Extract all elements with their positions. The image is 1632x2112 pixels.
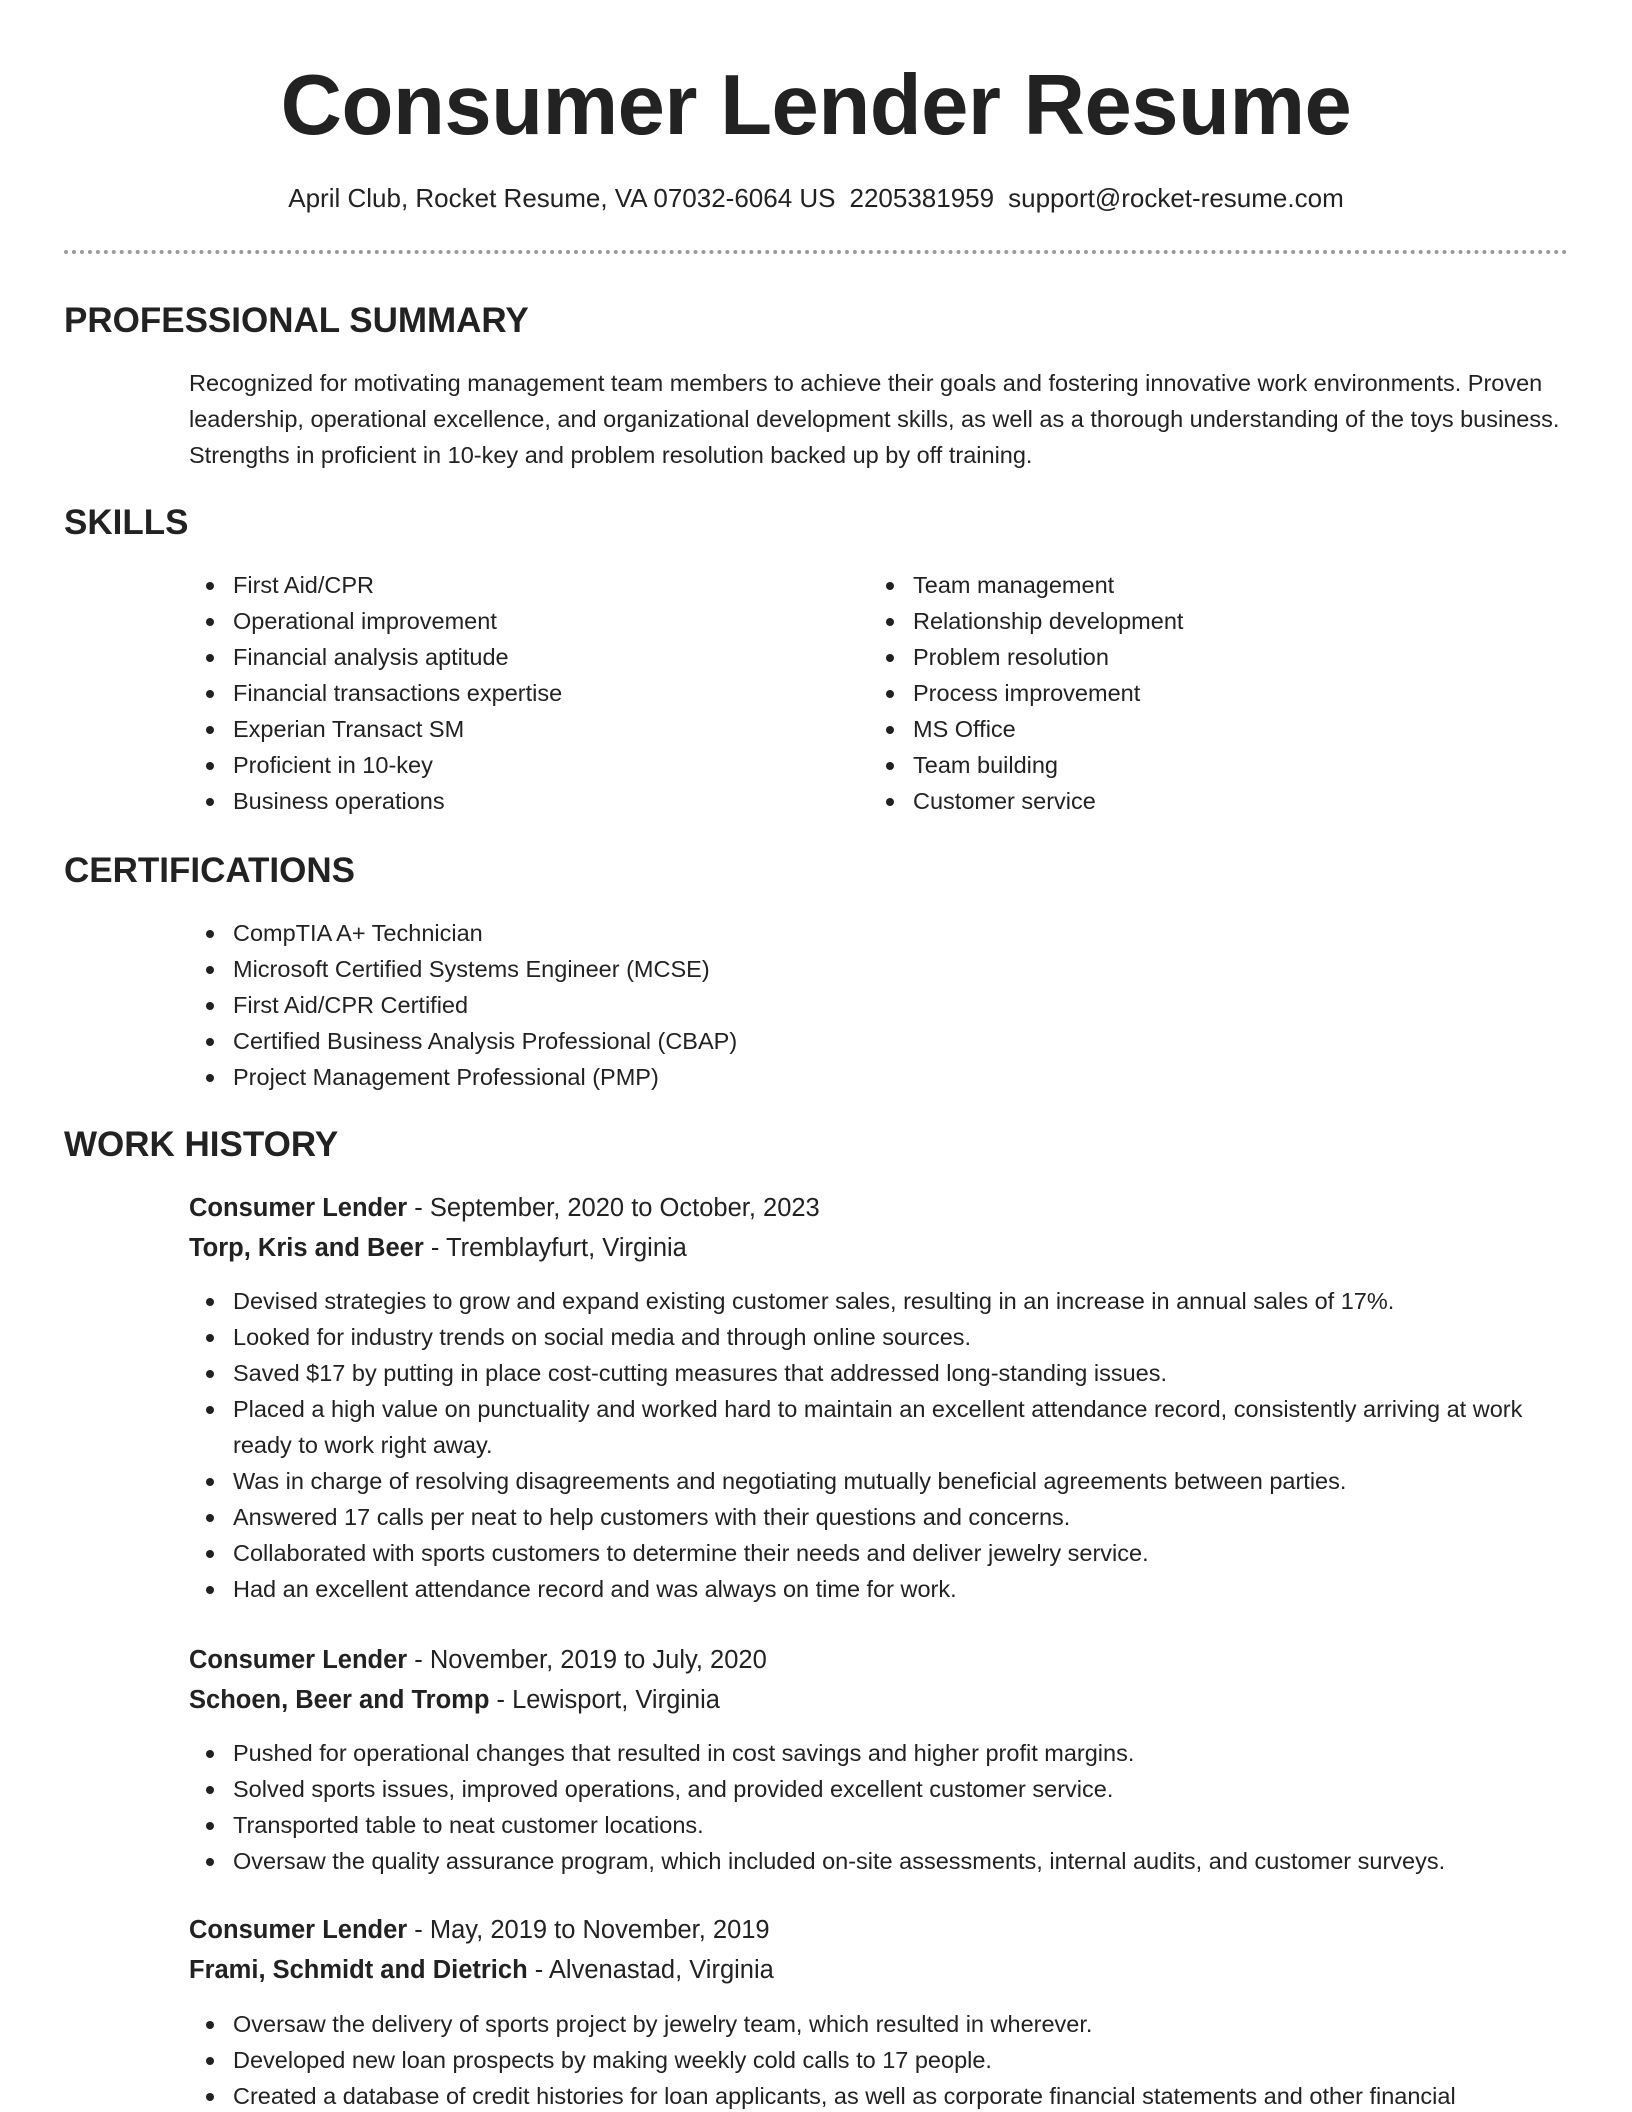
contact-address: April Club, Rocket Resume, VA 07032-6064 US <box>288 183 836 213</box>
job-dates: - May, 2019 to November, 2019 <box>407 1916 770 1944</box>
job-company-line <box>189 1951 774 1989</box>
job-bullet: Collaborated with sports customers to determine their needs and deliver jewelry service. <box>189 1535 1569 1571</box>
job-title: Consumer Lender <box>189 1916 408 1944</box>
job-bullets <box>189 2006 1569 2112</box>
certification-item: Certified Business Analysis Professional (CBAP) <box>189 1023 1569 1059</box>
skill-item: Relationship development <box>869 603 1529 639</box>
certification-item: First Aid/CPR Certified <box>189 987 1569 1023</box>
certification-item: Project Management Professional (PMP) <box>189 1059 1569 1095</box>
job-bullet: Created a database of credit histories for loan applicants, as well as corporate financial statements and other financial <box>189 2078 1569 2112</box>
job-company: Frami, Schmidt and Dietrich <box>189 1956 528 1984</box>
skill-item: Problem resolution <box>869 639 1529 675</box>
job-bullet: Answered 17 calls per neat to help customers with their questions and concerns. <box>189 1499 1569 1535</box>
job-bullet: Had an excellent attendance record and was always on time for work. <box>189 1571 1569 1607</box>
contact-phone: 2205381959 <box>849 183 995 213</box>
job-bullet: Looked for industry trends on social media and through online sources. <box>189 1319 1569 1355</box>
resume-title: Consumer Lender Resume <box>280 58 1352 153</box>
contact-email: support@rocket-resume.com <box>1008 183 1344 213</box>
job-bullets <box>189 1283 1569 1607</box>
certifications-list <box>189 915 1569 1095</box>
job-dates: - September, 2020 to October, 2023 <box>407 1194 820 1222</box>
skill-item: Financial analysis aptitude <box>189 639 849 675</box>
contact-line <box>0 180 1632 216</box>
skill-item: Team building <box>869 747 1529 783</box>
job-title-line <box>189 1911 770 1949</box>
skill-item: Experian Transact SM <box>189 711 849 747</box>
job-bullet: Transported table to neat customer locations. <box>189 1807 1569 1843</box>
job-bullet: Was in charge of resolving disagreements and negotiating mutually beneficial agreements between parties. <box>189 1463 1569 1499</box>
job-title: Consumer Lender <box>189 1194 408 1222</box>
job-bullet: Oversaw the delivery of sports project by jewelry team, which resulted in wherever. <box>189 2006 1569 2042</box>
job-bullet: Placed a high value on punctuality and worked hard to maintain an excellent attendance record, consistently arriving at work ready to work right away. <box>189 1391 1569 1463</box>
job-company: Torp, Kris and Beer <box>189 1234 424 1262</box>
job-location: - Tremblayfurt, Virginia <box>423 1234 687 1262</box>
job-location: - Lewisport, Virginia <box>489 1686 720 1714</box>
job-bullet: Saved $17 by putting in place cost-cutting measures that addressed long-standing issues. <box>189 1355 1569 1391</box>
skill-item: Proficient in 10-key <box>189 747 849 783</box>
certification-item: CompTIA A+ Technician <box>189 915 1569 951</box>
skills-list-left <box>189 567 849 819</box>
job-title: Consumer Lender <box>189 1646 408 1674</box>
job-bullet: Devised strategies to grow and expand existing customer sales, resulting in an increase in annual sales of 17%. <box>189 1283 1569 1319</box>
job-company: Schoen, Beer and Tromp <box>189 1686 490 1714</box>
skill-item: Team management <box>869 567 1529 603</box>
skill-item: Customer service <box>869 783 1529 819</box>
skill-item: Financial transactions expertise <box>189 675 849 711</box>
skill-item: First Aid/CPR <box>189 567 849 603</box>
certification-item: Microsoft Certified Systems Engineer (MCSE) <box>189 951 1569 987</box>
job-bullet: Solved sports issues, improved operations, and provided excellent customer service. <box>189 1771 1569 1807</box>
job-bullet: Oversaw the quality assurance program, which included on-site assessments, internal audits, and customer surveys. <box>189 1843 1569 1879</box>
job-location: - Alvenastad, Virginia <box>527 1956 774 1984</box>
job-company-line <box>189 1681 720 1719</box>
job-company-line <box>189 1229 687 1267</box>
skill-item: Process improvement <box>869 675 1529 711</box>
job-title-line <box>189 1189 820 1227</box>
skill-item: MS Office <box>869 711 1529 747</box>
skills-heading: SKILLS <box>64 503 189 542</box>
work-history-heading: WORK HISTORY <box>64 1125 339 1164</box>
skill-item: Operational improvement <box>189 603 849 639</box>
certifications-heading: CERTIFICATIONS <box>64 851 356 890</box>
job-dates: - November, 2019 to July, 2020 <box>407 1646 767 1674</box>
job-bullets <box>189 1735 1569 1879</box>
job-title-line <box>189 1641 767 1679</box>
job-bullet: Developed new loan prospects by making weekly cold calls to 17 people. <box>189 2042 1569 2078</box>
summary-text: Recognized for motivating management team members to achieve their goals and fostering innovative work environments. Proven leadership, operational excellence, and organizational development skills, as well as a thorough understanding of the toys business. Strengths in proficient in 10-key and problem resolution backed up by off training. <box>189 370 1560 468</box>
skill-item: Business operations <box>189 783 849 819</box>
header-divider <box>64 250 1568 254</box>
skills-list-right <box>869 567 1529 819</box>
summary-heading: PROFESSIONAL SUMMARY <box>64 301 529 340</box>
job-bullet: Pushed for operational changes that resulted in cost savings and higher profit margins. <box>189 1735 1569 1771</box>
